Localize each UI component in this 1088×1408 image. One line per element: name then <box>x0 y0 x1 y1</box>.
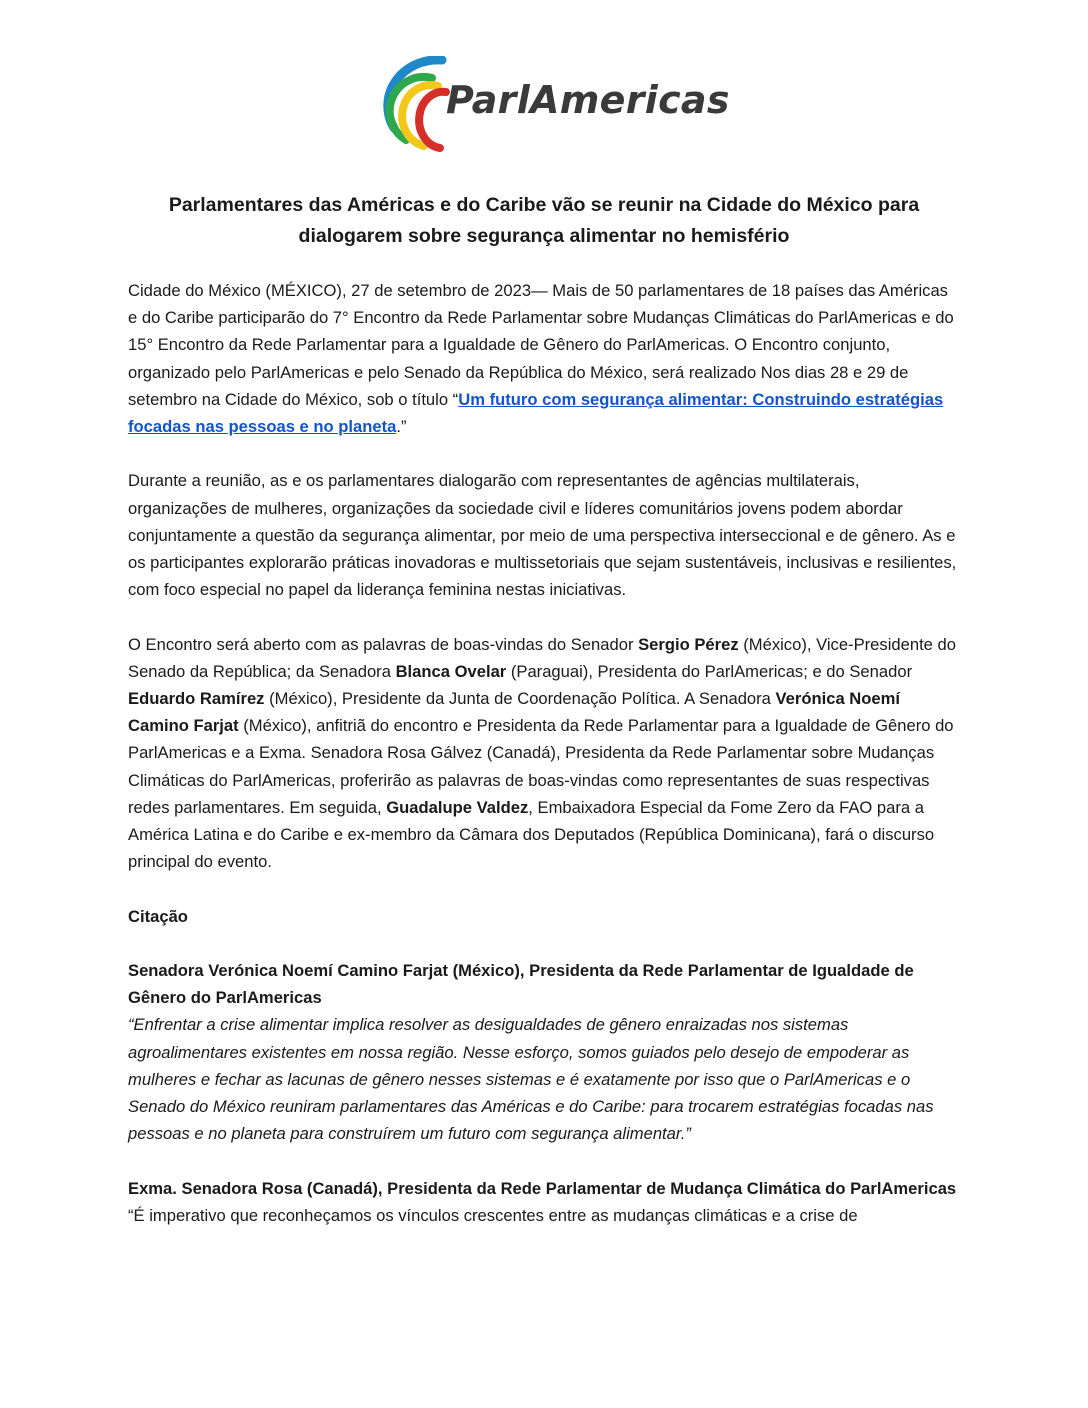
name-eduardo-ramirez: Eduardo Ramírez <box>128 689 265 709</box>
opening-text-1: O Encontro será aberto com as palavras de boas-vindas do Senador <box>128 634 639 654</box>
quote1-heading: Senadora Verónica Noemí Camino Farjat (México), Presidenta da Rede Parlamentar de Igualdade de Gênero do ParlAmericas <box>128 961 914 1008</box>
name-veronica-camino-farjat: Verónica Noemí Camino Farjat <box>128 689 901 736</box>
logo-wordmark: ParlAmericas <box>446 78 730 122</box>
opening-text-2: (México), Vice-Presidente do Senado da República; da Senadora <box>128 634 956 681</box>
event-title-link[interactable]: Um futuro com segurança alimentar: Construindo estratégias focadas nas pessoas e no planeta <box>128 389 944 437</box>
quote2-text: “É imperativo que reconheçamos os vínculos crescentes entre as mudanças climáticas e a crise de <box>128 1205 858 1225</box>
opening-text-5: (México), anfitriã do encontro e Presidenta da Rede Parlamentar para a Igualdade de Gênero do ParlAmericas e a Exma. Senadora Rosa Gálvez (Canadá), Presidenta da Rede Parlamentar sobre Mudanças Climáticas do ParlAmericas, proferirão as palavras de boas-vindas como representantes de suas respectivas redes parlamentares. Em seguida, <box>128 716 954 817</box>
intro-text-end: .” <box>396 417 407 437</box>
parlamericas-logo <box>380 56 730 154</box>
red-arc <box>419 92 446 148</box>
citacao-heading: Citação <box>128 906 188 926</box>
document-body <box>128 277 960 1229</box>
name-blanca-ovelar: Blanca Ovelar <box>395 661 507 681</box>
paragraph-meeting: Durante a reunião, as e os parlamentares dialogarão com representantes de agências multilaterais, organizações de mulheres, organizações da sociedade civil e líderes comunitários jovens podem abordar conjuntamente a questão da segurança alimentar, por meio de uma perspectiva interseccional e de gênero. As e os participantes explorarão práticas inovadoras e multissetoriais que sejam sustentáveis, inclusivas e resilientes, com foco especial no papel da liderança feminina nestas iniciativas. <box>128 471 957 600</box>
paragraph-opening <box>128 631 960 876</box>
opening-text-6: , Embaixadora Especial da Fome Zero da FAO para a América Latina e do Caribe e ex-membro da Câmara dos Deputados (República Dominicana), fará o discurso principal do evento. <box>128 797 935 872</box>
name-guadalupe-valdez: Guadalupe Valdez <box>386 797 529 817</box>
opening-text-3: (Paraguai), Presidenta do ParlAmericas; e do Senador <box>506 661 913 681</box>
opening-text-4: (México), Presidente da Junta de Coordenação Política. A Senadora <box>264 689 776 709</box>
quote1-text: “Enfrentar a crise alimentar implica resolver as desigualdades de gênero enraizadas nos sistemas agroalimentares existentes em nossa região. Nesse esforço, somos guiados pelo desejo de empoderar as mulheres e fechar as lacunas de gênero nesses sistemas e é exatamente por isso que o ParlAmericas e o Senado do México reuniram parlamentares das Américas e do Caribe: para trocarem estratégias focadas nas pessoas e no planeta para construírem um futuro com segurança alimentar.” <box>128 1015 934 1144</box>
name-sergio-perez: Sergio Pérez <box>638 634 739 654</box>
paragraph-intro <box>128 277 960 440</box>
quote2-heading: Exma. Senadora Rosa (Canadá), Presidenta da Rede Parlamentar de Mudança Climática do ParlAmericas <box>128 1178 957 1198</box>
press-release-title: Parlamentares das Américas e do Caribe vão se reunir na Cidade do México para dialogarem sobre segurança alimentar no hemisfério <box>168 194 920 247</box>
intro-text: Cidade do México (MÉXICO), 27 de setembro de 2023— Mais de 50 parlamentares de 18 países das Américas e do Caribe participarão do 7° Encontro da Rede Parlamentar sobre Mudanças Climáticas do ParlAmericas e do 15° Encontro da Rede Parlamentar para a Igualdade de Gênero do ParlAmericas. O Encontro conjunto, organizado pelo ParlAmericas e pelo Senado da República do México, será realizado Nos dias 28 e 29 de setembro na Cidade do México, sob o título “ <box>128 281 954 409</box>
